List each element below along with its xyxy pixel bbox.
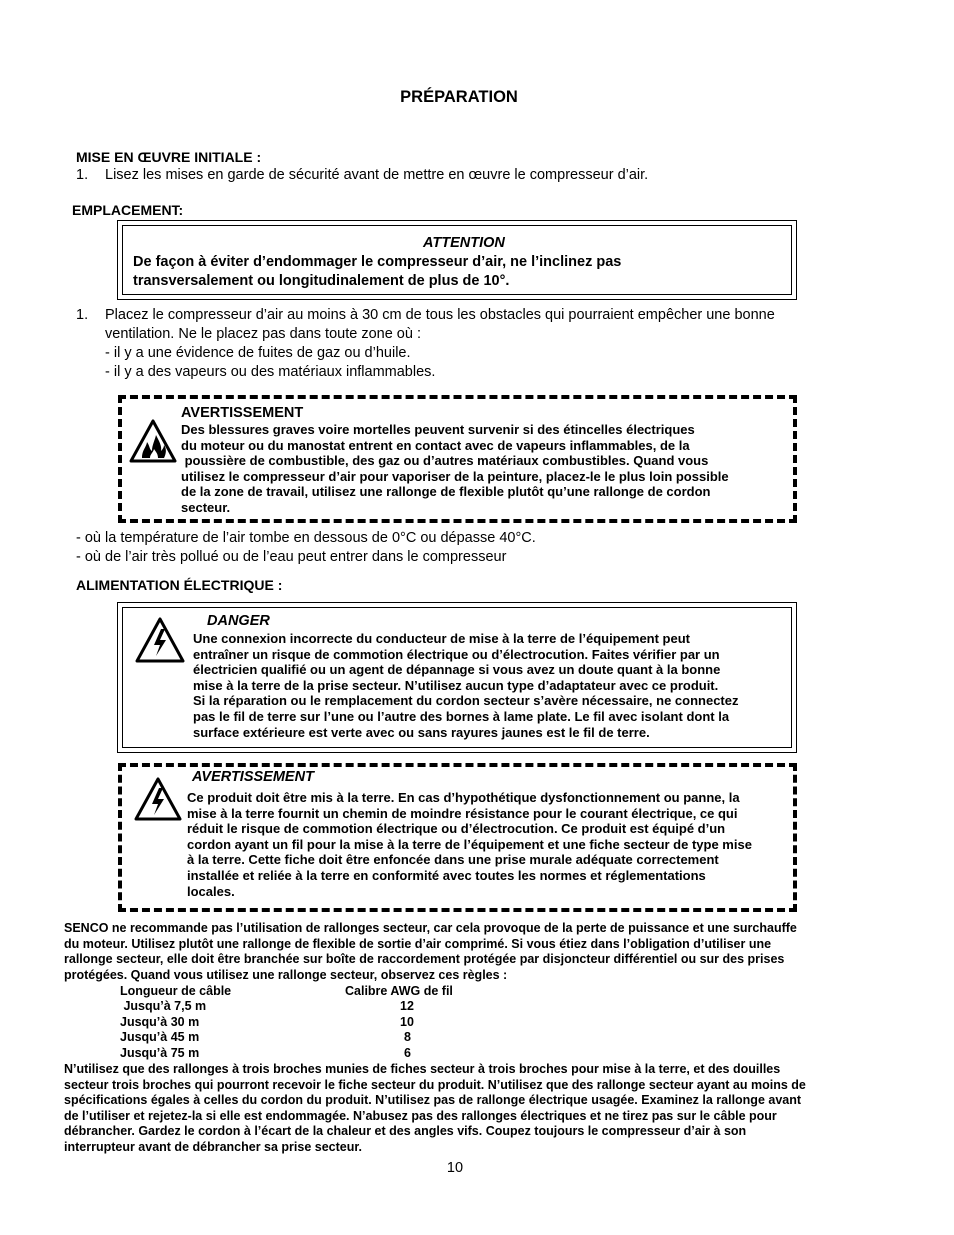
- table-cell-gauge: 12: [400, 999, 414, 1013]
- table-cell-length: Jusqu’à 75 m: [120, 1046, 200, 1060]
- table-cell-length: Jusqu’à 45 m: [120, 1030, 200, 1044]
- page-number: 10: [446, 1160, 464, 1176]
- page-title: PRÉPARATION: [400, 88, 518, 106]
- table-cell-length: Jusqu’à 30 m: [120, 1015, 200, 1029]
- table-row: [120, 1015, 450, 1031]
- danger-line: Une connexion incorrecte du conducteur de mise à la terre de l’équipement peut: [193, 631, 691, 646]
- fire-warning-line: poussière de combustible, des gaz ou d’autres matériaux combustibles. Quand vous: [181, 453, 709, 469]
- location-item-line-1: Placez le compresseur d’air au moins à 30 cm de tous les obstacles qui pourraient empêcher une bonne: [105, 307, 775, 323]
- extension-line: secteur trois broches qui pourront recevoir le fiche secteur du produit. N’utilisez que des rallonge secteur ayant au moins de: [64, 1077, 806, 1092]
- table-cell-length: Jusqu’à 7,5 m: [120, 999, 207, 1013]
- extension-paragraph-2: [64, 1062, 894, 1156]
- initial-item-number: 1.: [76, 167, 89, 183]
- table-header-length: Longueur de câble: [120, 984, 232, 998]
- table-row: [120, 1046, 450, 1062]
- extension-line: N’utilisez que des rallonges à trois broches munies de fiches secteur à trois broches pour mise à la terre, et des douilles: [64, 1062, 781, 1076]
- location-bullet-3: - où la température de l’air tombe en dessous de 0°C ou dépasse 40°C.: [76, 530, 536, 546]
- location-item-line-2: ventilation. Ne le placez pas dans toute zone où :: [105, 326, 421, 342]
- extension-line: SENCO ne recommande pas l’utilisation de rallonges secteur, car cela provoque de la perte de puissance et une surchauffe: [64, 921, 797, 935]
- danger-line: électricien qualifié ou un agent de dépannage si vous avez un doute quant à la bonne: [193, 662, 721, 678]
- fire-warning-line: Des blessures graves voire mortelles peuvent survenir si des étincelles électriques: [181, 422, 695, 437]
- danger-line: entraîner un risque de commotion électrique ou d’électrocution. Faites vérifier par un: [193, 646, 720, 662]
- ground-warning-title: AVERTISSEMENT: [192, 769, 314, 785]
- danger-line: pas le fil de terre sur l’une ou l’autre des bornes à lame plate. Le fil avec isolant dont la: [193, 708, 730, 724]
- ground-warning-line: Ce produit doit être mis à la terre. En cas d’hypothétique dysfonctionnement ou panne, la: [187, 790, 740, 805]
- ground-warning-line: installée et reliée à la terre en conformité avec toutes les normes et réglementations: [187, 867, 706, 883]
- ground-warning-line: réduit le risque de commotion électrique ou d’électrocution. Ce produit est équipé d’un: [187, 821, 726, 837]
- location-bullet-1: - il y a une évidence de fuites de gaz ou d’huile.: [105, 345, 411, 361]
- location-item-number: 1.: [76, 307, 89, 323]
- location-bullet-4: - où de l’air très pollué ou de l’eau peut entrer dans le compresseur: [76, 549, 507, 565]
- ground-warning-line: à la terre. Cette fiche doit être enfoncée dans une prise murale adéquate correctement: [187, 852, 719, 868]
- extension-line: de l’utiliser et rejetez-la si elle est endommagée. N’abusez pas des rallonges électriques et ne tirez pas sur le câble pour: [64, 1108, 777, 1123]
- flame-warning-icon: [128, 418, 178, 464]
- extension-line: débrancher. Gardez le cordon à l’écart de la chaleur et des angles vifs. Coupez toujours le compresseur d’air à son: [64, 1124, 747, 1139]
- table-cell-gauge: 6: [404, 1046, 411, 1060]
- attention-title: ATTENTION: [423, 235, 505, 251]
- extension-line: spécifications égales à celles du cordon du produit. N’utilisez pas de rallonge électrique usagée. Examinez la rallonge avant: [64, 1093, 802, 1108]
- danger-text: [193, 631, 788, 740]
- ground-warning-line: cordon ayant un fil pour la mise à la terre de l’équipement et une fiche secteur de type mise: [187, 836, 752, 852]
- danger-title: DANGER: [207, 613, 270, 629]
- location-bullet-2: - il y a des vapeurs ou des matériaux inflammables.: [105, 364, 436, 380]
- fire-warning-line: utilisez le compresseur d’air pour vaporiser de la peinture, placez-le le plus loin possible: [181, 468, 729, 484]
- electric-danger-icon: [134, 616, 186, 664]
- fire-warning-text: [181, 422, 781, 516]
- location-heading: EMPLACEMENT:: [72, 202, 184, 218]
- fire-warning-line: secteur.: [181, 499, 231, 515]
- fire-warning-line: du moteur ou du manostat entrent en contact avec de vapeurs inflammables, de la: [181, 437, 690, 453]
- electric-warning-icon: [133, 776, 183, 822]
- extension-line: protégées. Quand vous utilisez une rallonge secteur, observez ces règles :: [64, 967, 508, 982]
- danger-line: Si la réparation ou le remplacement du cordon secteur s’avère nécessaire, ne connectez: [193, 693, 739, 709]
- table-cell-gauge: 8: [404, 1030, 411, 1044]
- danger-line: surface extérieure est verte avec ou sans rayures jaunes est le fil de terre.: [193, 724, 650, 740]
- table-cell-gauge: 10: [400, 1015, 414, 1029]
- extension-line: rallonge secteur, elle doit être branchée sur boîte de raccordement protégée par disjoncteur différentiel ou sur des prises: [64, 952, 785, 967]
- table-header-gauge: Calibre AWG de fil: [345, 984, 453, 998]
- ground-warning-line: mise à la terre fournit un chemin de moindre résistance pour le courant électrique, ce qui: [187, 805, 738, 821]
- ground-warning-text: [187, 790, 787, 899]
- table-row: [120, 999, 450, 1015]
- initial-item-text: Lisez les mises en garde de sécurité avant de mettre en œuvre le compresseur d’air.: [105, 167, 649, 183]
- table-row: [120, 1030, 450, 1046]
- ground-warning-line: locales.: [187, 883, 235, 899]
- fire-warning-line: de la zone de travail, utilisez une rallonge de flexible plutôt qu’une rallonge de cordon: [181, 484, 711, 500]
- initial-heading: MISE EN ŒUVRE INITIALE :: [76, 149, 262, 165]
- attention-line-1: De façon à éviter d’endommager le compresseur d’air, ne l’inclinez pas: [133, 254, 622, 270]
- extension-paragraph-1: [64, 921, 894, 983]
- extension-line: du moteur. Utilisez plutôt une rallonge de flexible de sortie d’air comprimé. Si vous étiez dans l’obligation d’utiliser une: [64, 936, 772, 951]
- power-heading: ALIMENTATION ÉLECTRIQUE :: [76, 577, 283, 593]
- danger-line: mise à la terre de la prise secteur. N’utilisez aucun type d’adaptateur avec ce produit.: [193, 677, 719, 693]
- extension-line: interrupteur avant de débrancher sa prise secteur.: [64, 1139, 363, 1154]
- attention-line-2: transversalement ou longitudinalement de plus de 10°.: [133, 273, 510, 289]
- fire-warning-title: AVERTISSEMENT: [181, 405, 304, 421]
